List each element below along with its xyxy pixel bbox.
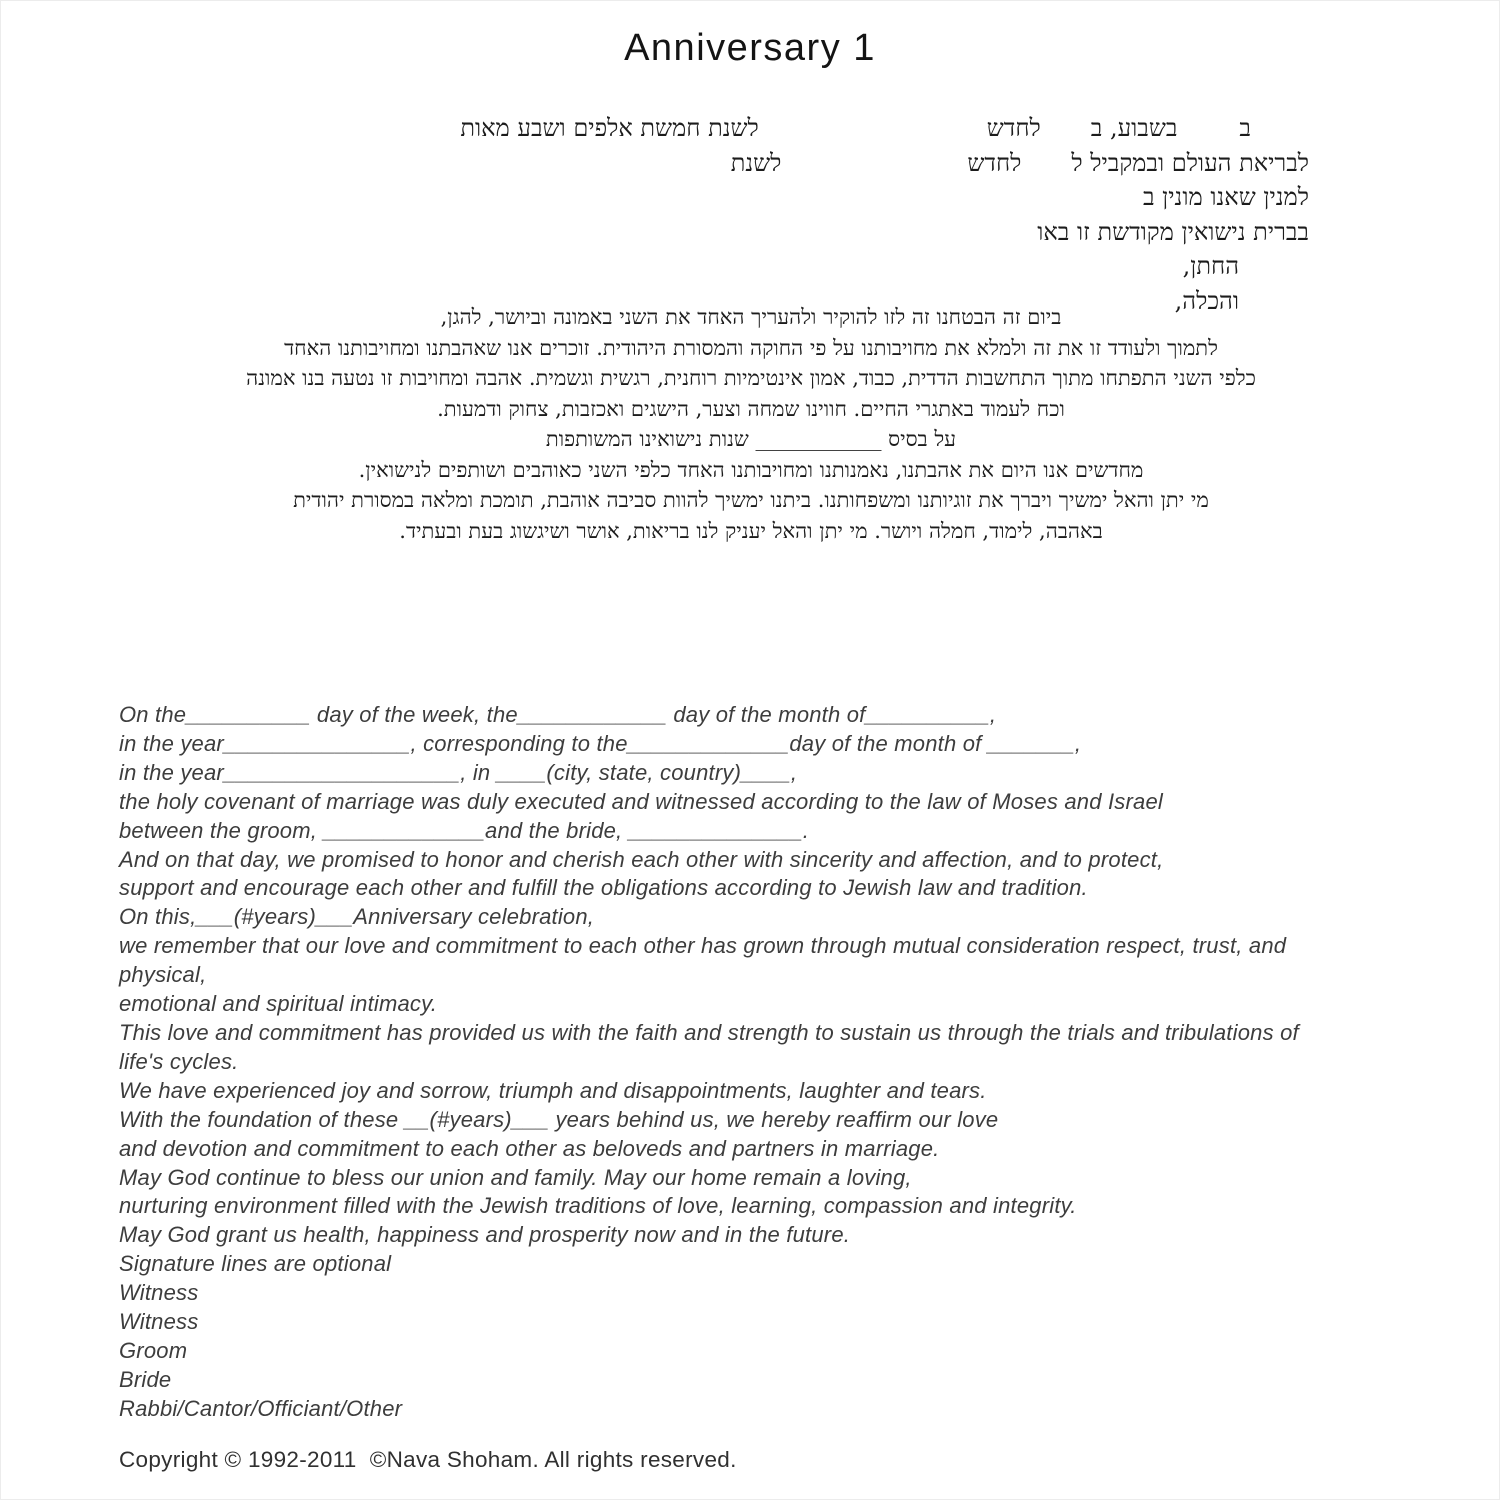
english-line: Groom <box>119 1337 188 1363</box>
hebrew-text-segment: והכלה, <box>1174 286 1239 315</box>
english-line: in the year_______________, corresponding to the_____________day of the month of _______, <box>119 730 1082 756</box>
hebrew-text-segment: בשבוע, ב <box>1090 114 1178 142</box>
hebrew-text-segment: לחדש <box>986 114 1041 142</box>
blank-field <box>1041 135 1091 136</box>
blank-field <box>781 170 967 171</box>
english-line: nurturing environment filled with the Jewish traditions of love, learning, compassion and integrity. <box>119 1193 1077 1219</box>
blank-field <box>1021 170 1071 171</box>
english-line: Witness <box>119 1280 199 1306</box>
english-line: May God continue to bless our union and family. May our home remain a loving, <box>119 1164 912 1190</box>
english-line: Witness <box>119 1309 199 1335</box>
hebrew-header-block <box>459 111 1309 318</box>
hebrew-text-segment: לשנת <box>730 148 782 177</box>
english-line: between the groom, _____________and the bride, ______________. <box>119 817 810 843</box>
hebrew-text-segment: לשנת חמשת אלפים ושבע מאות <box>460 114 759 142</box>
hebrew-header-line <box>459 180 1309 215</box>
blank-field <box>759 135 987 136</box>
english-line: life's cycles. <box>119 1048 239 1074</box>
hebrew-body-line: על בסיס ____________ שנות נישואינו המשותפות <box>545 427 957 451</box>
hebrew-text-segment: למנין שאנו מונין ב <box>1142 183 1309 211</box>
english-text-block <box>119 701 1429 1424</box>
hebrew-header-line <box>459 215 1309 250</box>
english-line: Bride <box>119 1366 172 1392</box>
english-line: On this,___(#years)___Anniversary celebration, <box>119 904 595 930</box>
hebrew-body-line: מחדשים אנו היום את אהבתנו, נאמנותנו ומחויבותנו האחד כלפי השני כאוהבים ושותפים לנישואין. <box>358 457 1144 482</box>
hebrew-text-segment: בברית נישואין מקודשת זו באו <box>1037 217 1309 246</box>
english-line: support and encourage each other and fulfill the obligations according to Jewish law and tradition. <box>119 875 1088 901</box>
english-line: in the year___________________, in ____(city, state, country)____, <box>119 759 798 785</box>
hebrew-body-line: באהבה, לימוד, חמלה ויושר. מי יתן והאל יעניק לנו בריאות, אושר ושיגשוג בעת ובעתיד. <box>399 518 1103 543</box>
copyright-text: Copyright © 1992-2011 ©Nava Shoham. All rights reserved. <box>119 1447 737 1472</box>
hebrew-body-block <box>121 302 1381 546</box>
blank-field <box>1177 135 1239 136</box>
hebrew-text-segment: לחדש <box>967 148 1022 177</box>
hebrew-header-line <box>459 146 1309 181</box>
english-line: On the__________ day of the week, the____________ day of the month of__________, <box>119 702 997 727</box>
english-line: Rabbi/Cantor/Officiant/Other <box>119 1395 403 1421</box>
hebrew-body-line: וכח לעמוד באתגרי החיים. חווינו שמחה וצער, הישגים ואכזבות, צחוק ודמעות. <box>437 396 1065 421</box>
hebrew-header-line <box>459 111 1251 146</box>
hebrew-body-line: לתמוך ולעודד זו את זה ולמלא את מחויבותנו על פי החוקה והמסורת היהודית. זוכרים אנו שאהבתנו ומחויבותנו האחד <box>284 335 1218 360</box>
page-title: Anniversary 1 <box>624 27 876 69</box>
english-line: This love and commitment has provided us with the faith and strength to sustain us through the trials and tribulations of <box>119 1019 1299 1045</box>
hebrew-text-segment: החתן, <box>1182 252 1239 280</box>
english-line: emotional and spiritual intimacy. <box>119 991 438 1017</box>
english-line: we remember that our love and commitment to each other has grown through mutual consideration respect, trust, and <box>119 933 1287 959</box>
english-line: Signature lines are optional <box>119 1251 392 1277</box>
english-line: And on that day, we promised to honor and cherish each other with sincerity and affection, and to protect, <box>119 846 1164 872</box>
hebrew-body-line: מי יתן והאל ימשיך ויברך את זוגיותנו ומשפחותנו. ביתנו ימשיך להוות סביבה אוהבת, תומכת ומלאה במסורת יהודית <box>293 488 1209 512</box>
english-line: the holy covenant of marriage was duly executed and witnessed according to the law of Moses and Israel <box>119 788 1163 814</box>
english-line: With the foundation of these __(#years)___ years behind us, we hereby reaffirm our love <box>119 1106 999 1132</box>
english-line: and devotion and commitment to each other as beloveds and partners in marriage. <box>119 1135 940 1161</box>
english-line: May God grant us health, happiness and prosperity now and in the future. <box>119 1222 851 1248</box>
hebrew-body-line: ביום זה הבטחנו זה לזו להוקיר ולהעריך האחד את השני באמונה וביושר, להגן, <box>440 305 1062 329</box>
hebrew-text-segment: ב <box>1239 114 1251 142</box>
hebrew-body-line: כלפי השני התפתחו מתוך התחשבות הדדית, כבוד, אמון אינטימיות רוחנית, רגשית וגשמית. אהבה ומחויבות זו נטעה בנו אמונה <box>246 366 1256 390</box>
english-line: We have experienced joy and sorrow, triumph and disappointments, laughter and tears. <box>119 1077 987 1103</box>
hebrew-header-line <box>459 249 1239 284</box>
hebrew-text-segment: לבריאת העולם ובמקביל ל <box>1071 148 1309 177</box>
english-line: physical, <box>119 962 207 988</box>
